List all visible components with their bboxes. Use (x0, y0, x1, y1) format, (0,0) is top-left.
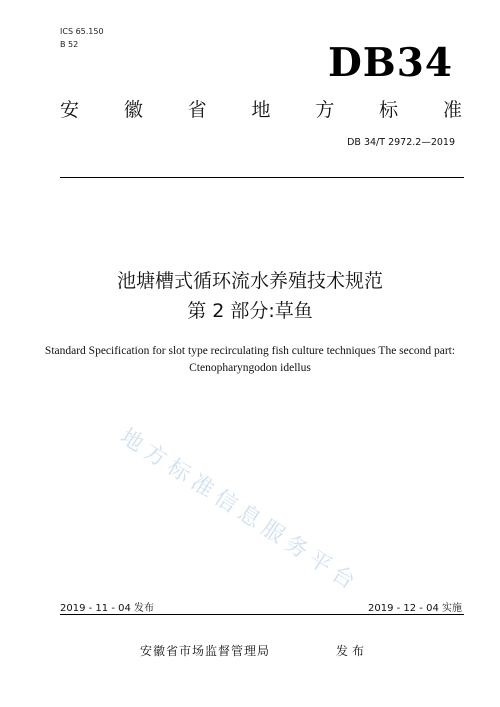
issuer-heading (60, 97, 462, 123)
issuer-char: 方 (315, 99, 335, 121)
header-divider (60, 177, 464, 178)
document-title: 池塘槽式循环流水养殖技术规范 (116, 270, 383, 292)
ics-code: ICS 65.150 (60, 27, 104, 36)
english-title: Standard Specification for slot type recirculating fish culture techniques The second part: Ctenopharyngodon idellus (44, 345, 456, 374)
ccs-code: B 52 (60, 40, 79, 49)
footer-divider (60, 614, 464, 615)
watermark: 地方标准信息服务平台 (115, 424, 365, 598)
standard-number: DB 34/T 2972.2—2019 (347, 137, 455, 148)
issuer-char: 安 (60, 99, 80, 121)
publish-date: 2019 - 11 - 04 发布 (60, 603, 155, 614)
issuer-char: 标 (379, 99, 399, 121)
issuer-char: 准 (442, 99, 462, 121)
document-subtitle: 第 2 部分:草鱼 (187, 300, 313, 322)
issuer-char: 省 (187, 99, 207, 121)
implement-date: 2019 - 12 - 04 实施 (367, 603, 462, 614)
issuer-char: 徽 (123, 99, 143, 121)
issuing-authority: 安徽省市场监督管理局 (140, 644, 271, 658)
standard-code-logo: DB34 (327, 40, 453, 86)
publish-label: 发布 (336, 644, 369, 658)
issuer-char: 地 (251, 99, 271, 121)
